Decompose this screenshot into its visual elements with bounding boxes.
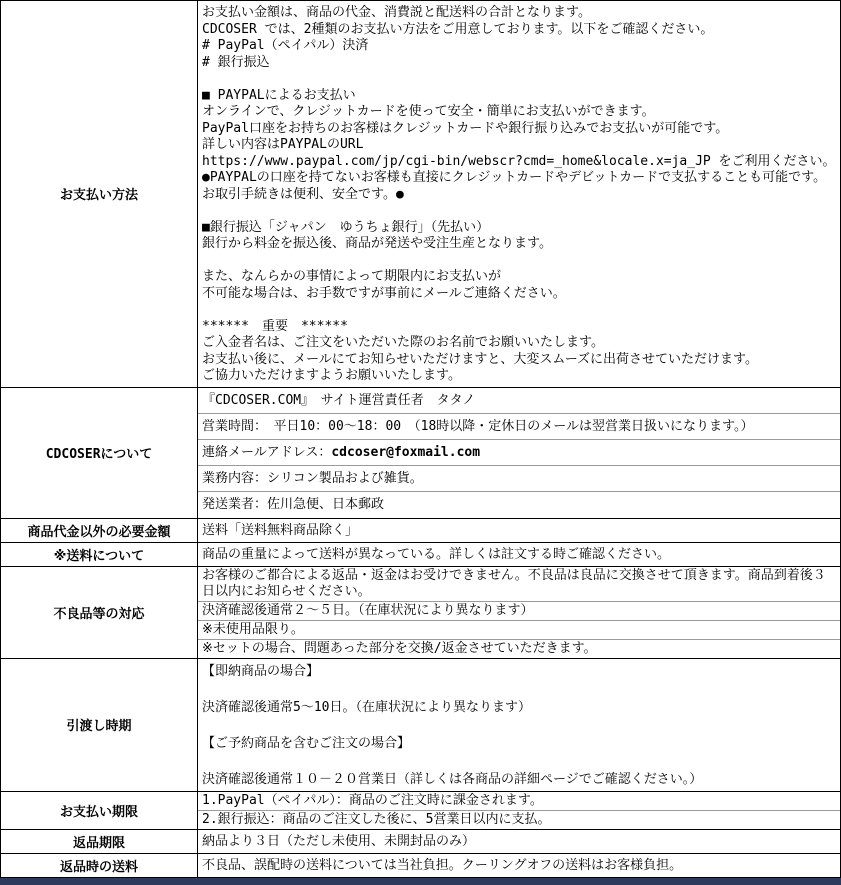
text-line: オンラインで、クレジットカードを使って安全・簡単にお支払いができます。 bbox=[202, 104, 655, 119]
text-line: お支払い金額は、商品の代金、消費説と配送料の合計となります。 bbox=[202, 5, 591, 20]
row-header-extra-fees: 商品代金以外の必要金額 bbox=[1, 518, 198, 542]
text-line: 決済確認後通常１０－２０営業日（詳しくは各商品の詳細ページでご確認ください。） bbox=[202, 771, 703, 787]
about-shipper: 発送業者：佐川急便、日本郵政 bbox=[202, 496, 385, 512]
text-line: CDCOSER では、2種類のお支払い方法をご用意しております。以下をご確認ください。 bbox=[202, 21, 714, 37]
text-line: 決済確認後通常5～10日。（在庫状況により異なります） bbox=[202, 699, 531, 715]
row-header-delivery-time: 引渡し時期 bbox=[1, 658, 198, 791]
row-content-return-deadline bbox=[198, 829, 841, 853]
text-line bbox=[198, 71, 840, 88]
text-line: 詳しい内容はPAYPALのURL bbox=[202, 137, 364, 152]
text-line: ※セットの場合、問題あった部分を交換/返金させていただきます。 bbox=[202, 640, 597, 656]
text-line: 【ご予約商品を含むご注文の場合】 bbox=[202, 735, 411, 751]
text-line: お客様のご都合による返品・返金はお受けできません。不良品は良品に交換させて頂きます。商品到着後３日以内にお知らせください。 bbox=[198, 567, 840, 602]
row-header-return-shipping: 返品時の送料 bbox=[1, 853, 198, 877]
row-content-about bbox=[198, 387, 841, 518]
row-header-defective: 不良品等の対応 bbox=[1, 566, 198, 658]
table-row-return-shipping bbox=[1, 853, 841, 877]
text-line bbox=[198, 717, 840, 735]
text-line bbox=[198, 203, 840, 220]
delivery-time-lines bbox=[198, 659, 840, 791]
row-content-delivery-time bbox=[198, 658, 841, 791]
footer-bar bbox=[0, 878, 841, 885]
text-line: 決済確認後通常２～５日。（在庫状況により異なります） bbox=[198, 602, 840, 621]
table-row-payment-method bbox=[1, 1, 841, 388]
text-line: ****** 重要 ****** bbox=[202, 318, 348, 334]
row-content-return-shipping bbox=[198, 853, 841, 877]
row-header-payment-method: お支払い方法 bbox=[1, 1, 198, 388]
text-line: ●PAYPALの口座を持てないお客様も直接にクレジットカードやデビットカードで支払することも可能です。 bbox=[202, 170, 827, 185]
about-contact bbox=[198, 440, 840, 466]
payment-deadline-lines bbox=[198, 792, 840, 829]
table-row-payment-deadline bbox=[1, 791, 841, 829]
row-content-shipping-note bbox=[198, 542, 841, 566]
return-deadline-text: 納品より３日（ただし未使用、未開封品のみ） bbox=[202, 833, 476, 849]
text-line: 不可能な場合は、お手数ですが事前にメールご連絡ください。 bbox=[202, 285, 566, 301]
text-line: ご入金者名は、ご注文をいただいた際のお名前でお願いいたします。 bbox=[202, 335, 604, 350]
text-line: # 銀行振込 bbox=[202, 54, 270, 70]
text-line: ■ PAYPALによるお支払い bbox=[202, 87, 356, 103]
contact-label: 連絡メールアドレス： bbox=[202, 444, 332, 460]
text-line: お支払い後に、メールにてお知らせいただけますと、大変スムーズに出荷させていただけます。 bbox=[202, 351, 759, 367]
text-line: 【即納商品の場合】 bbox=[202, 663, 320, 679]
contact-email: cdcoser@foxmail.com bbox=[331, 444, 481, 460]
text-line: ご協力いただけますようお願いいたします。 bbox=[202, 368, 461, 383]
table-row-defective bbox=[1, 566, 841, 658]
text-line: 1.PayPal（ペイパル）：商品のご注文時に課金されます。 bbox=[198, 792, 840, 811]
extra-fees-text: 送料「送料無料商品除く」 bbox=[202, 522, 359, 538]
row-content-defective bbox=[198, 566, 841, 658]
row-header-shipping-note: ※送料について bbox=[1, 542, 198, 566]
text-line: お取引手続きは便利、安全です。● bbox=[202, 186, 404, 202]
return-shipping-text: 不良品、誤配時の送料については当社負担。クーリングオフの送料はお客様負担。 bbox=[202, 857, 683, 873]
text-line bbox=[198, 302, 840, 319]
row-content-payment-deadline bbox=[198, 791, 841, 829]
shipping-note-text: 商品の重量によって送料が異なっている。詳しくは註文する時ご確認ください。 bbox=[202, 546, 671, 562]
text-line bbox=[198, 253, 840, 270]
table-row-about bbox=[1, 387, 841, 518]
text-line bbox=[198, 753, 840, 771]
table-row-extra-fees bbox=[1, 518, 841, 542]
row-header-about: CDCOSERについて bbox=[1, 387, 198, 518]
text-line: また、なんらかの事情によって期限内にお支払いが bbox=[202, 269, 502, 284]
about-business: 業務内容：シリコン製品および雑貨。 bbox=[198, 466, 840, 492]
table-row-shipping-note bbox=[1, 542, 841, 566]
row-content-payment-method bbox=[198, 1, 841, 388]
row-header-payment-deadline: お支払い期限 bbox=[1, 791, 198, 829]
text-line: ■銀行振込「ジャパン ゆうちょ銀行」（先払い） bbox=[202, 219, 490, 235]
about-hours: 営業時間： 平日10：00～18：00 （18時以降・定休日のメールは翌営業日扱いになります。） bbox=[198, 414, 840, 440]
text-line: 2.銀行振込：商品のご注文した後に、5営業日以内に支払。 bbox=[202, 811, 551, 827]
row-header-return-deadline: 返品期限 bbox=[1, 829, 198, 853]
text-line: 銀行から料金を振込後、商品が発送や受注生産となります。 bbox=[202, 236, 552, 251]
text-line: PayPal口座をお持ちのお客様はクレジットカードや銀行振り込みでお支払いが可能です。 bbox=[202, 120, 729, 136]
text-line: ※未使用品限り。 bbox=[198, 621, 840, 640]
text-line bbox=[198, 681, 840, 699]
about-site-manager: 『CDCOSER.COM』 サイト運営責任者 タタノ bbox=[198, 388, 840, 414]
defective-lines bbox=[198, 567, 840, 658]
text-line: https://www.paypal.com/jp/cgi-bin/webscr?cmd=_home&locale.x=ja_JP をご利用ください。 bbox=[202, 153, 836, 169]
table-row-return-deadline bbox=[1, 829, 841, 853]
text-line: # PayPal（ペイパル）決済 bbox=[202, 38, 369, 53]
payment-method-lines bbox=[198, 1, 840, 387]
row-content-extra-fees bbox=[198, 518, 841, 542]
table-row-delivery-time bbox=[1, 658, 841, 791]
